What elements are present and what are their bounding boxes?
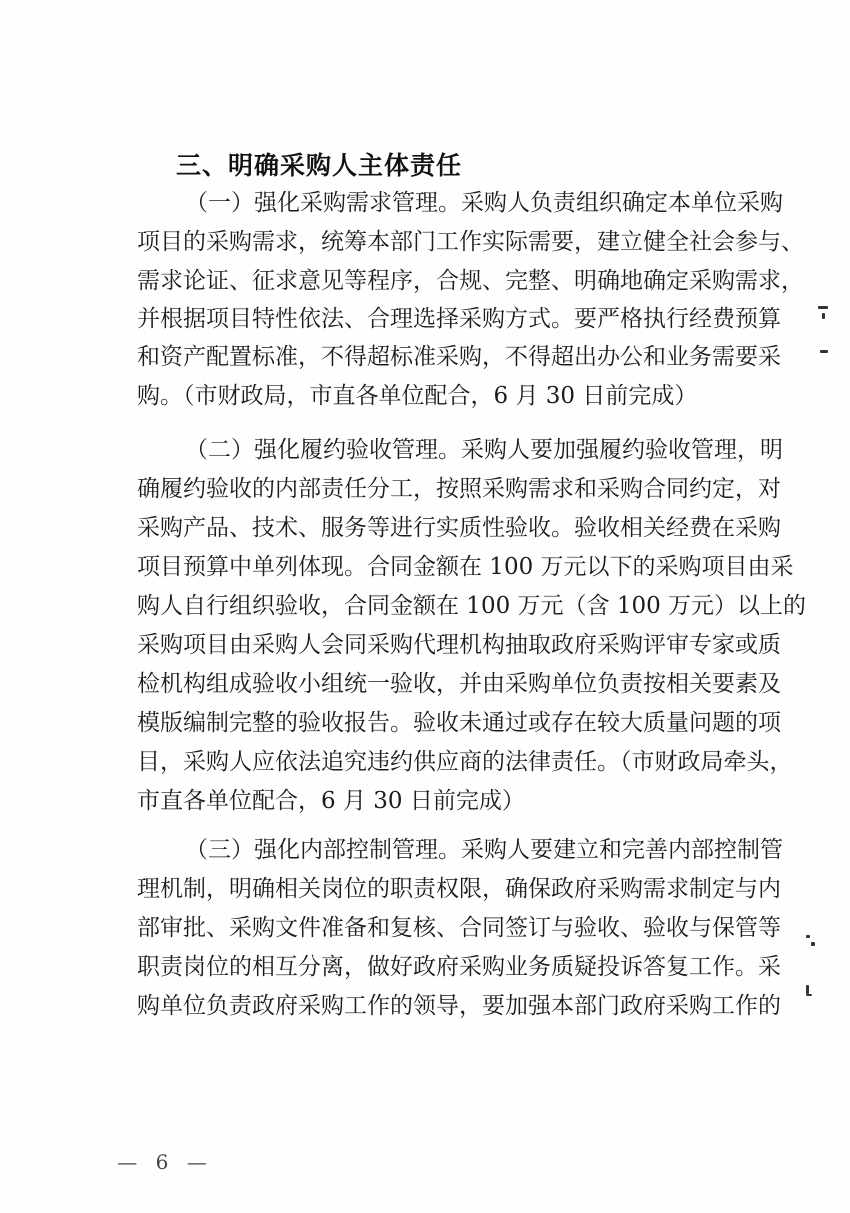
text-line: 模版编制完整的验收报告。验收未通过或存在较大质量问题的项 [137, 710, 781, 736]
page-number: — 6 — [117, 1150, 213, 1174]
text-line: （一）强化采购需求管理。采购人负责组织确定本单位采购 [185, 190, 783, 216]
scan-speck [822, 313, 825, 319]
text-line: 市直各单位配合，6 月 30 日前完成） [137, 788, 525, 814]
text-line: 购。（市财政局，市直各单位配合，6 月 30 日前完成） [137, 383, 698, 409]
text-line: （三）强化内部控制管理。采购人要建立和完善内部控制管 [185, 837, 783, 863]
text-line: 确履约验收的内部责任分工，按照采购需求和采购合同约定，对 [137, 476, 781, 502]
text-line: 项目预算中单列体现。合同金额在 100 万元以下的采购项目由采 [137, 554, 794, 580]
text-line: 购人自行组织验收，合同金额在 100 万元（含 100 万元）以上的 [137, 593, 807, 619]
section-heading: 三、明确采购人主体责任 [176, 151, 463, 180]
text-line: 职责岗位的相互分离，做好政府采购业务质疑投诉答复工作。采 [137, 954, 781, 980]
text-line: 目，采购人应依法追究违约供应商的法律责任。（市财政局牵头， [137, 749, 793, 775]
text-line: 采购项目由采购人会同采购代理机构抽取政府采购评审专家或质 [137, 632, 781, 658]
text-line: （二）强化履约验收管理。采购人要加强履约验收管理，明 [185, 437, 783, 463]
scan-speck [806, 985, 809, 994]
scan-speck [806, 994, 812, 996]
text-line: 购单位负责政府采购工作的领导，要加强本部门政府采购工作的 [137, 993, 781, 1019]
text-line: 需求论证、征求意见等程序，合规、完整、明确地确定采购需求， [137, 268, 804, 294]
text-line: 部审批、采购文件准备和复核、合同签订与验收、验收与保管等 [137, 915, 781, 941]
scan-speck [811, 942, 815, 946]
scan-speck [806, 935, 810, 938]
scan-speck [818, 306, 828, 309]
text-line: 项目的采购需求，统筹本部门工作实际需要，建立健全社会参与、 [137, 229, 804, 255]
text-line: 检机构组成验收小组统一验收，并由采购单位负责按相关要素及 [137, 671, 781, 697]
text-line: 和资产配置标准，不得超标准采购，不得超出办公和业务需要采 [137, 344, 781, 370]
text-line: 采购产品、技术、服务等进行实质性验收。验收相关经费在采购 [137, 515, 781, 541]
text-line: 理机制，明确相关岗位的职责权限，确保政府采购需求制定与内 [137, 876, 781, 902]
text-line: 并根据项目特性依法、合理选择采购方式。要严格执行经费预算 [137, 306, 781, 332]
scan-speck [820, 350, 828, 353]
